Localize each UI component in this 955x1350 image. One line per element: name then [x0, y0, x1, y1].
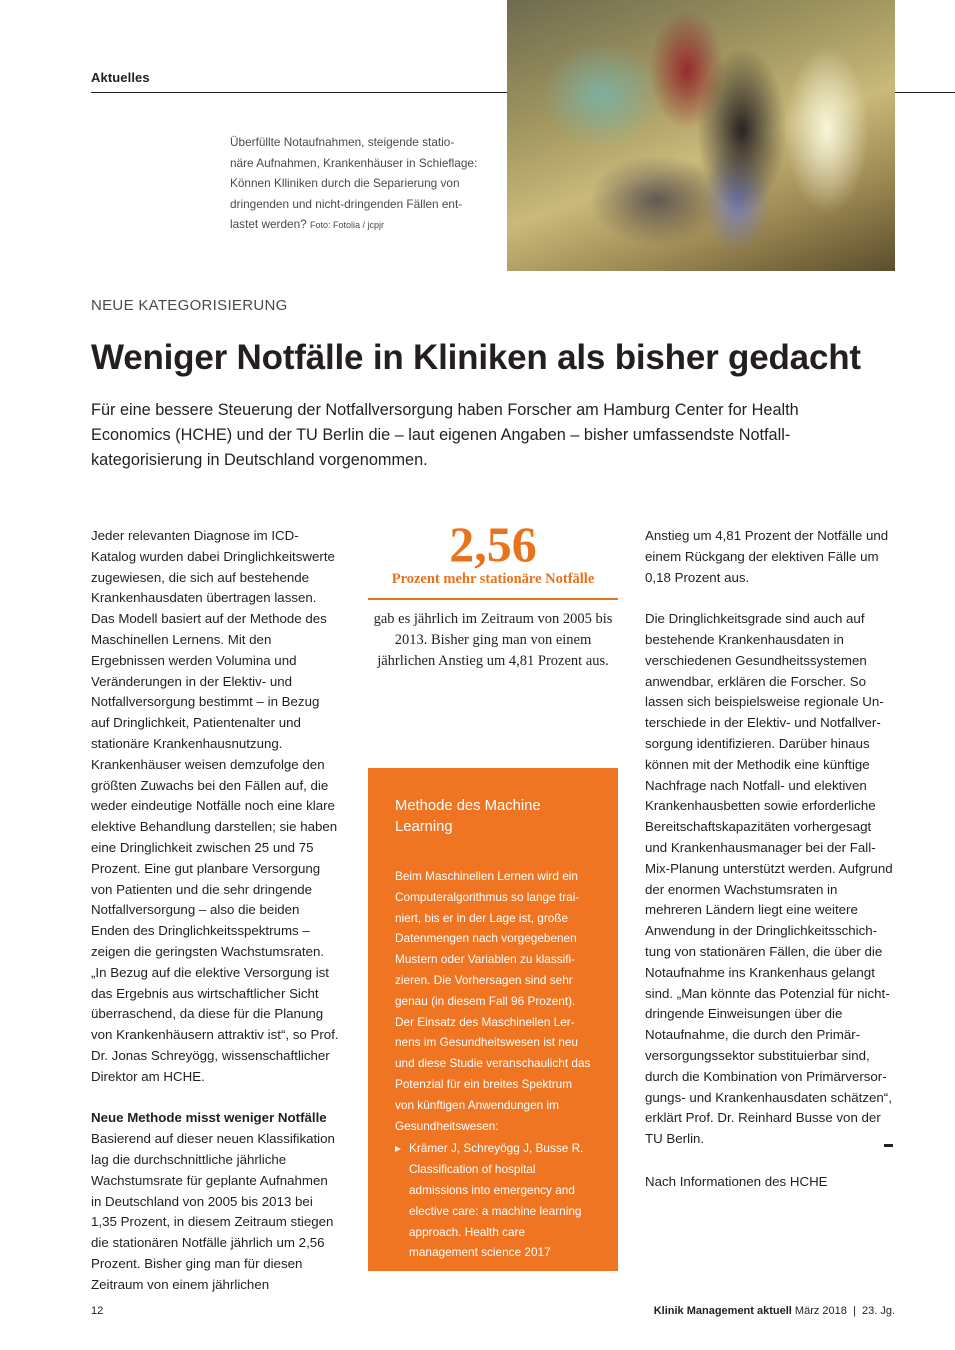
article-subhead: Neue Methode misst weniger Notfälle: [91, 1110, 327, 1126]
article-end-mark: [884, 1144, 893, 1147]
reference-text: Krämer J, Schreyögg J, Busse R. Classification of hospital admissions into emergency and elective care: a machine learning approach. Health care management science 2017: [409, 1141, 584, 1260]
highlight-label: Prozent mehr stationäre Notfälle: [391, 571, 595, 587]
photo-credit: Foto: Fotolia / jcpjr: [310, 220, 385, 230]
publication-issue: März 2018 | 23. Jg.: [794, 1305, 895, 1317]
footer-publication: [654, 1305, 895, 1317]
article-headline: Weniger Notfälle in Kliniken als bisher gedacht: [91, 338, 861, 377]
info-box-title: Methode des Machine Learning: [395, 798, 541, 835]
highlight-text: gab es jährlich im Zeitraum von 2005 bis 2013. Bisher ging man von einem jährlichen Anstieg um 4,81 Prozent aus.: [373, 611, 613, 669]
source-note: Nach Informationen des HCHE: [645, 1174, 828, 1189]
highlight-number: 2,56: [449, 516, 537, 572]
info-box-text: Beim Maschinellen Lernen wird ein Computeralgorithmus so lange trainiert, bis er in der Lage ist, große Datenmengen nach vorgegebenen Mustern oder Variablen zu klassifizieren. Die Vorhersagen sind sehr genau (in diesem Fall 96 Prozent). Der Einsatz des Maschinellen Lernens im Gesundheitswesen ist neu und diese Studie veranschaulicht das Potenzial für ein breites Spektrum von künftigen Anwendungen im Gesundheitswesen:: [395, 869, 591, 1133]
article-column-left: [91, 526, 341, 1295]
section-label: Aktuelles: [91, 70, 150, 85]
info-box: [368, 768, 618, 1271]
body-paragraph: Anstieg um 4,81 Prozent der Notfälle und einem Rückgang der elektiven Fälle um 0,18 Prozent aus.: [645, 528, 889, 585]
article-lead: Für eine bessere Steuerung der Notfallversorgung haben Forscher am Hamburg Center for Health Economics (HCHE) und der TU Berlin die – laut eigenen Angaben – bisher umfassendste Notfallkategorisierung in Deutschland vorgenommen.: [91, 401, 799, 469]
publication-name: Klinik Management aktuell: [653, 1305, 792, 1317]
article-photo: [507, 0, 895, 271]
body-paragraph: Die Dringlichkeitsgrade sind auch auf bestehende Krankenhausdaten in verschiedenen Gesundheitssystemen anwendbar, erklären die Forscher. So lassen sich beispielsweise regionale Unterschiede in der Elektiv- und Notfallversorgung identifizieren. Darüber hinaus können mit der Methodik eine künftige Nachfrage nach Notfall- und elektiven Krankenhausbetten sowie erforderliche Bereitschaftskapazitäten vorhergesagt und Krankenhausmanager bei der Fall-Mix-Planung unterstützt werden. Aufgrund der enormen Wachstumsraten in mehreren Ländern liegt eine weitere Anwendung in der Dringlichkeitsschichtung von stationären Fällen, die über die Notaufnahme ins Krankenhaus gelangt sind. „Man könnte das Potenzial für nicht-dringende Einweisungen über die Notaufnahme, die durch den Primärversorgungssektor substituierbar sind, durch die Kombination von Primärversorgungs- und Krankenhausdaten schätzen“, erklärt Prof. Dr. Reinhard Busse von der TU Berlin.: [645, 611, 893, 1147]
photo-caption-text: Überfüllte Notaufnahmen, steigende statio- näre Aufnahmen, Krankenhäuser in Schieflage: Können Klliniken durch die Separierung von dringenden und nicht-dringenden Fällen ent- lastet werden?: [230, 135, 478, 231]
header-rule-right: [895, 92, 955, 93]
triangle-bullet-icon: ▸: [395, 1141, 401, 1156]
page-number: 12: [91, 1305, 104, 1317]
article-column-right: [645, 526, 895, 1150]
body-paragraph: Jeder relevanten Diagnose im ICD-Katalog wurden dabei Dringlichkeitswerte zugewiesen, die sich auf bestehende Krankenhausdaten übertragen lassen. Das Modell basiert auf der Methode des Maschinellen Lernens. Mit den Ergebnissen werden Volumina und Veränderungen in der Elektiv- und Notfallversorgung bestimmt – in Bezug auf Dringlichkeit, Patientenalter und stationäre Krankenhausnutzung. Krankenhäuser weisen demzufolge den größten Zuwachs bei den Fällen auf, die weder eindeutige Notfälle noch eine klare elektive Behandlung darstellen; sie haben eine Dringlichkeit zwischen 25 und 75 Prozent. Eine gut planbare Versorgung von Patienten und die sehr dringende Notfallversorgung – also die beiden Enden des Dringlichkeitsspektrums – zeigen die geringsten Wachstumsraten. „In Bezug auf die elektive Versorgung ist das Ergebnis aus wirtschaftlicher Sicht überraschend, da diese für die Planung von Krankenhäusern attraktiv ist“, so Prof. Dr. Jonas Schreyögg, wissenschaftlicher Direktor am HCHE.: [91, 528, 339, 1084]
header-rule: [91, 92, 507, 93]
article-kicker: NEUE KATEGORISIERUNG: [91, 297, 288, 314]
photo-caption: [230, 132, 485, 236]
highlight-rule: [368, 598, 618, 600]
info-box-reference: [395, 1138, 592, 1263]
body-paragraph: Basierend auf dieser neuen Klassifikation lag die durchschnittliche jährliche Wachstumsrate für geplante Aufnahmen in Deutschland von 2005 bis 2013 bei 1,35 Prozent, in diesem Zeitraum stiegen die stationären Notfälle jährlich um 2,56 Prozent. Bisher ging man für diesen Zeitraum von einem jährlichen: [91, 1131, 335, 1292]
